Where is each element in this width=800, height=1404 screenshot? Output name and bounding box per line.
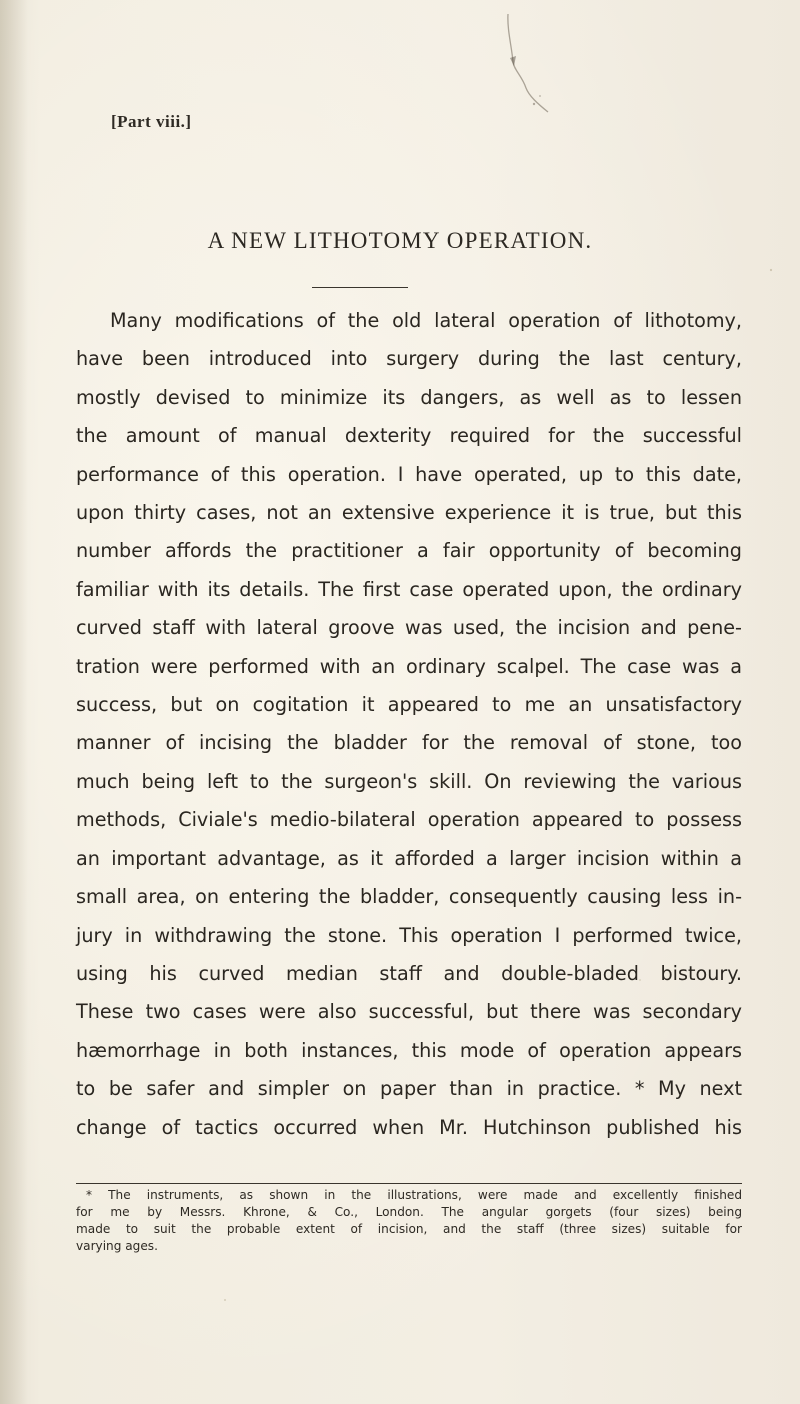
paper-speck [224, 1299, 226, 1301]
footnote-line: for me by Messrs. Khrone, & Co., London. The angular gorgets (four sizes) being [76, 1205, 742, 1219]
body-line: familiar with its details. The first case operated upon, the ordinary [76, 577, 742, 601]
body-line: jury in withdrawing the stone. This operation I performed twice, [76, 923, 742, 947]
body-line: hæmorrhage in both instances, this mode of operation appears [76, 1038, 742, 1062]
footnote-line: varying ages. [76, 1239, 158, 1253]
paper-speck [539, 95, 541, 97]
body-line: small area, on entering the bladder, consequently causing less in- [76, 885, 742, 909]
body-line: methods, Civiale's medio-bilateral operation appeared to possess [76, 808, 742, 832]
footnote-line: made to suit the probable extent of incision, and the staff (three sizes) suitable for [76, 1222, 742, 1236]
page-title: A NEW LITHOTOMY OPERATION. [207, 228, 593, 253]
body-line: have been introduced into surgery during the last century, [76, 347, 742, 371]
body-line: to be safer and simpler on paper than in practice. * My next [76, 1077, 742, 1101]
body-line: upon thirty cases, not an extensive experience it is true, but this [76, 501, 742, 525]
body-line: tration were performed with an ordinary scalpel. The case was a [76, 654, 742, 678]
footnote [76, 1187, 742, 1255]
footnote-rule [76, 1183, 742, 1184]
body-line: much being left to the surgeon's skill. On reviewing the various [76, 769, 742, 793]
body-line: performance of this operation. I have operated, up to this date, [76, 462, 742, 486]
body-line: Many modifications of the old lateral operation of lithotomy, [110, 309, 742, 332]
footnote-line: * The instruments, as shown in the illustrations, were made and excellently finished [86, 1188, 742, 1202]
body-line: These two cases were also successful, but there was secondary [76, 1000, 742, 1024]
body-line: change of tactics occurred when Mr. Hutchinson published his [76, 1115, 742, 1139]
title-rule [312, 287, 408, 288]
body-line: mostly devised to minimize its dangers, as well as to lessen [76, 385, 742, 409]
body-line: success, but on cogitation it appeared to me an unsatisfactory [76, 693, 742, 717]
body-line: number affords the practitioner a fair opportunity of becoming [76, 539, 742, 563]
paper-speck [533, 103, 535, 105]
part-label: [Part viii.] [111, 112, 192, 131]
body-line: using his curved median staff and double-bladed bistoury. [76, 961, 742, 985]
paper-speck [770, 269, 772, 271]
body-line: manner of incising the bladder for the removal of stone, too [76, 731, 742, 755]
body-text [76, 302, 742, 1147]
body-line: curved staff with lateral groove was used, the incision and pene- [76, 616, 742, 640]
body-line: the amount of manual dexterity required for the successful [76, 424, 742, 448]
body-line: an important advantage, as it afforded a larger incision within a [76, 846, 742, 870]
